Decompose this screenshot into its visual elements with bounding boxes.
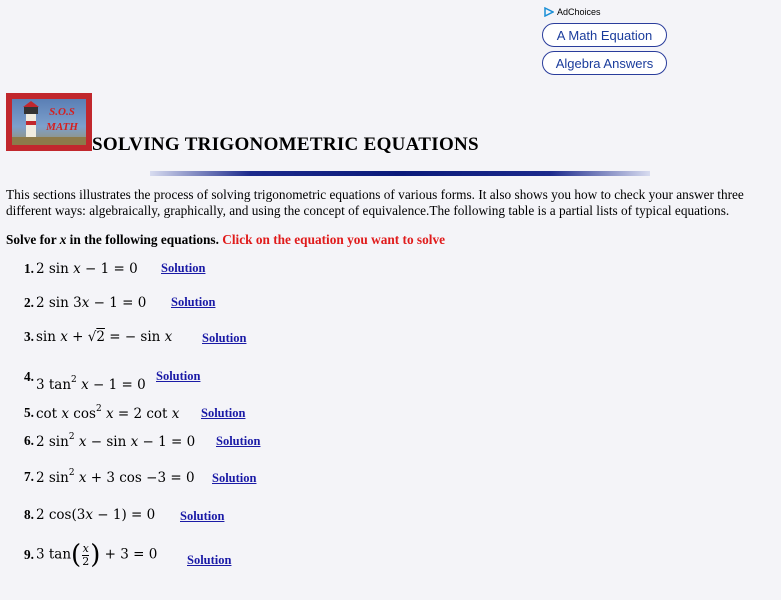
solution-link-3[interactable]: Solution bbox=[202, 331, 247, 345]
ad-button-math-equation[interactable]: A Math Equation bbox=[542, 23, 667, 47]
equation-4[interactable] bbox=[24, 369, 146, 393]
equation-number: 4. bbox=[24, 369, 34, 384]
equation-formula[interactable]: 2 $\sin^2 x + 3$ cos −3 = 0 bbox=[35, 468, 195, 486]
equation-number: 2. bbox=[24, 295, 34, 310]
equation-3[interactable] bbox=[24, 329, 172, 345]
equation-formula[interactable]: 3 $\tan^2 x - 1 = 0$ bbox=[35, 375, 146, 393]
equation-number: 6. bbox=[24, 433, 34, 448]
intro-paragraph: This sections illustrates the process of solving trigonometric equations of various forms. It also shows you how to check your answer three different ways: algebraically, graphically, and using the concept of equivalence.The following table is a partial lists of typical equations. bbox=[6, 187, 744, 218]
equation-formula[interactable]: 2 sin x − 1 = 0 bbox=[35, 261, 138, 277]
adchoices-icon bbox=[544, 7, 554, 17]
equation-5[interactable] bbox=[24, 404, 179, 422]
click-hint: Click on the equation you want to solve bbox=[222, 232, 445, 247]
equation-1[interactable] bbox=[24, 261, 138, 277]
equation-number: 3. bbox=[24, 329, 34, 344]
solve-suffix: in the following equations. bbox=[66, 232, 219, 247]
equation-formula[interactable]: 2 sin 3x − 1 = 0 bbox=[35, 295, 147, 311]
solve-prefix: Solve for bbox=[6, 232, 60, 247]
lighthouse-image bbox=[12, 99, 86, 145]
solve-instructions bbox=[6, 232, 445, 248]
equation-6[interactable] bbox=[24, 432, 195, 450]
adchoices-label: AdChoices bbox=[557, 7, 601, 17]
solve-variable: x bbox=[59, 232, 67, 247]
solution-link-8[interactable]: Solution bbox=[180, 509, 225, 523]
equation-number: 9. bbox=[24, 547, 34, 562]
equation-formula[interactable]: 2 $\sin^2 x - \sin x - 1 = 0$ bbox=[35, 432, 196, 450]
equation-number: 8. bbox=[24, 507, 34, 522]
equation-formula[interactable]: cot x $\cos^2 x = 2$ cot x bbox=[35, 404, 180, 422]
equation-number: 7. bbox=[24, 469, 34, 484]
page-title: SOLVING TRIGONOMETRIC EQUATIONS bbox=[92, 134, 479, 155]
adchoices-link[interactable] bbox=[544, 7, 601, 17]
solution-link-6[interactable]: Solution bbox=[216, 434, 261, 448]
sos-math-logo[interactable] bbox=[6, 93, 92, 151]
equation-number: 5. bbox=[24, 405, 34, 420]
equation-9[interactable] bbox=[24, 540, 157, 570]
solution-link-1[interactable]: Solution bbox=[161, 261, 206, 275]
solution-link-7[interactable]: Solution bbox=[212, 471, 257, 485]
ad-button-algebra-answers[interactable]: Algebra Answers bbox=[542, 51, 667, 75]
solution-link-2[interactable]: Solution bbox=[171, 295, 216, 309]
equation-formula[interactable]: 2 cos(3x − 1) = 0 bbox=[35, 507, 156, 523]
solution-link-5[interactable]: Solution bbox=[201, 406, 246, 420]
solution-link-4[interactable]: Solution bbox=[156, 369, 201, 383]
equation-formula[interactable]: sin x + √2 = − sin x bbox=[35, 329, 173, 345]
title-divider bbox=[150, 171, 650, 176]
equation-7[interactable] bbox=[24, 468, 195, 486]
equation-formula[interactable]: 3 tan( $\frac{x}{2}$ ) + 3 = 0 bbox=[35, 540, 158, 570]
solution-link-9[interactable]: Solution bbox=[187, 553, 232, 567]
equation-number: 1. bbox=[24, 261, 34, 276]
equation-2[interactable] bbox=[24, 295, 146, 311]
equation-8[interactable] bbox=[24, 507, 155, 523]
logo-text: S.O.S MATH bbox=[46, 106, 78, 133]
